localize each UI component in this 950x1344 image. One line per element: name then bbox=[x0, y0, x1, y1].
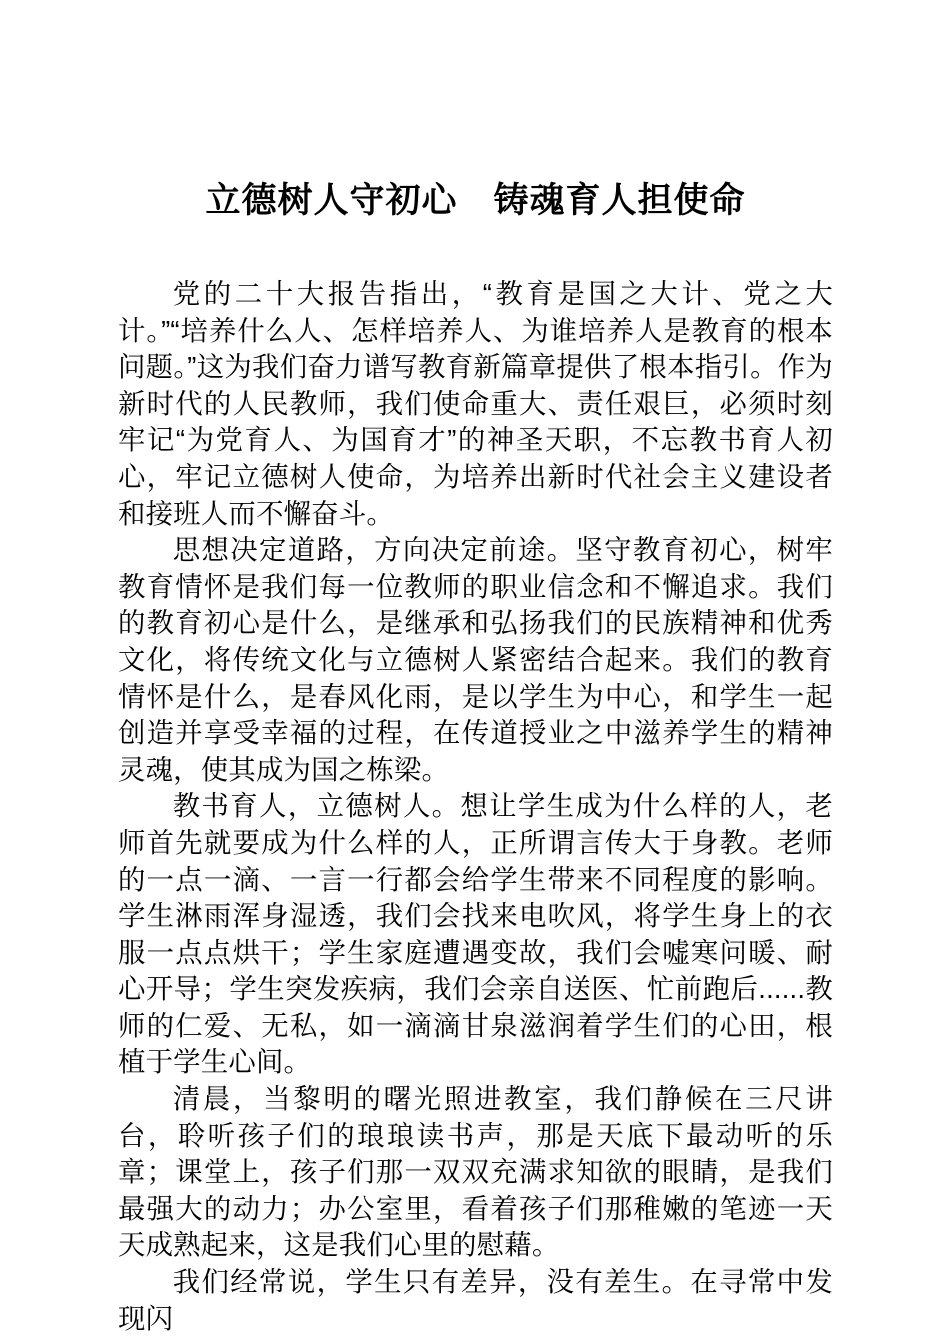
paragraph: 清晨，当黎明的曙光照进教室，我们静候在三尺讲台，聆听孩子们的琅琅读书声，那是天底下最动听的乐章；课堂上，孩子们那一双双充满求知欲的眼睛，是我们最强大的动力；办公室里，看着孩子们那稚嫩的笔迹一天天成熟起来，这是我们心里的慰藉。 bbox=[118, 1083, 833, 1261]
paragraph: 思想决定道路，方向决定前途。坚守教育初心，树牢教育情怀是我们每一位教师的职业信念和不懈追求。我们的教育初心是什么，是继承和弘扬我们的民族精神和优秀文化，将传统文化与立德树人紧密结合起来。我们的教育情怀是什么，是春风化雨，是以学生为中心，和学生一起创造并享受幸福的过程，在传道授业之中滋养学生的精神灵魂，使其成为国之栋梁。 bbox=[118, 534, 833, 785]
document-title: 立德树人守初心 铸魂育人担使命 bbox=[205, 181, 746, 220]
paragraph: 我们经常说，学生只有差异，没有差生。在寻常中发现闪 bbox=[118, 1266, 833, 1334]
paragraph: 党的二十大报告指出，“教育是国之大计、党之大计。”“培养什么人、怎样培养人、为谁培养人是教育的根本问题。”这为我们奋力谱写教育新篇章提供了根本指引。作为新时代的人民教师，我们使命重大、责任艰巨，必须时刻牢记“为党育人、为国育才”的神圣天职，不忘教书育人初心，牢记立德树人使命，为培养出新时代社会主义建设者和接班人而不懈奋斗。 bbox=[118, 278, 833, 529]
paragraph: 教书育人，立德树人。想让学生成为什么样的人，老师首先就要成为什么样的人，正所谓言传大于身教。老师的一点一滴、一言一行都会给学生带来不同程度的影响。学生淋雨浑身湿透，我们会找来电吹风，将学生身上的衣服一点点烘干；学生家庭遭遇变故，我们会嘘寒问暖、耐心开导；学生突发疾病，我们会亲自送医、忙前跑后......教师的仁爱、无私，如一滴滴甘泉滋润着学生们的心田，根植于学生心间。 bbox=[118, 790, 833, 1078]
